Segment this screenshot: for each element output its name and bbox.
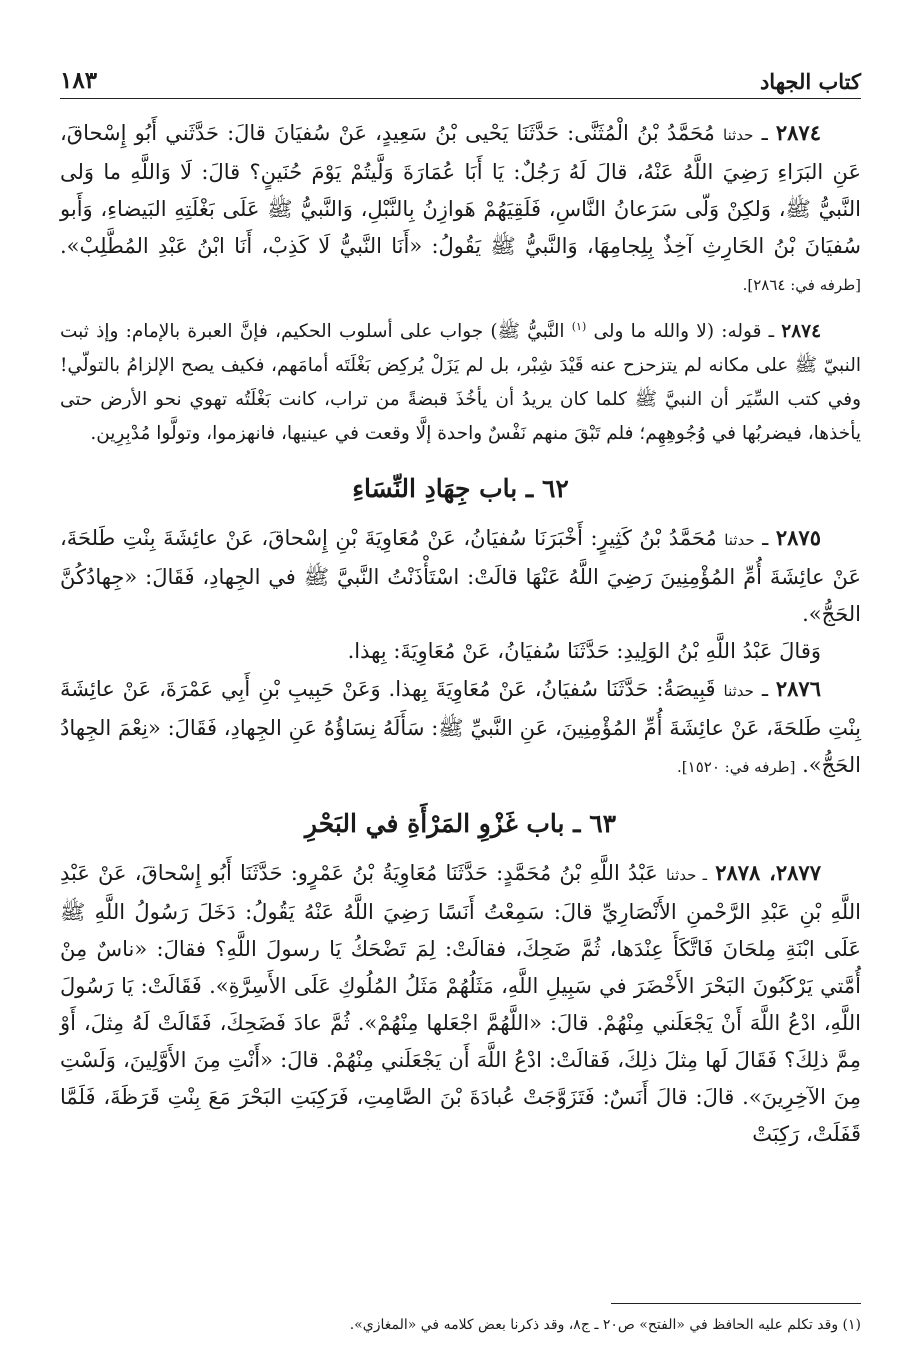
commentary-number: ٢٨٧٤	[781, 321, 822, 343]
running-title: كتاب الجهاد	[759, 69, 861, 94]
hadith-number: ٢٨٧٦	[775, 676, 821, 702]
commentary-lead: ـ قوله: (لا والله ما ولى	[593, 321, 775, 343]
commentary-2874	[60, 310, 861, 451]
narration-word: حدثنا	[723, 682, 754, 701]
running-head	[60, 58, 861, 99]
chapter-heading-63: ٦٣ ـ باب غَزْوِ المَرْأَةِ في البَحْرِ	[304, 809, 617, 839]
hadith-2876: ٢٨٧٦ ـ حدثنا قَبِيصَةُ: حَدَّثَنَا سُفيَانُ، عَنْ مُعَاوِيَةَ بِهذا. وَعَنْ حَبِيبِ بْنِ أَبِي عَمْرَةَ، عَنْ عائِشَةَ بِنْتِ طَلحَةَ، عَنْ عائِشَةَ أُمِّ المُؤْمِنِينَ، عَنِ النَّبيِّ ﷺ: سَأَلَهُ نِسَاؤُهُ عَنِ الجِهادِ، فَقَالَ: «نِعْمَ الجِهادُ الحَجُّ». [طرفه في: ١٥٢٠].	[60, 676, 861, 778]
hadith-2877-2878	[60, 854, 861, 1153]
hadith-2874: ٢٨٧٤ ـ حدثنا مُحَمَّدُ بْنُ الْمُثَنَّى: حَدَّثَنَا يَحْيى بْنُ سَعِيدٍ، عَنْ سُفيَانَ قالَ: حَدَّثَني أَبُو إِسْحاقَ، عَنِ البَرَاءِ رَضِيَ اللَّهُ عَنْهُ، قالَ لَهُ رَجُلٌ: يَا أَبَا عُمَارَةَ وَلَّيتُمْ يَوْمَ حُنَينٍ؟ قالَ: لَا وَاللَّهِ ما وَلى النَّبيُّ ﷺ، وَلكِنْ وَلّى سَرَعانُ النَّاسِ، فَلَقِيَهُمْ هَوازِنُ بِالنَّبْلِ، وَالنَّبيُّ ﷺ عَلَى بَغْلَتِهِ البَيضاءِ، وَأَبو سُفيَانَ بْنُ الحَارِثِ آخِذٌ بِلِجامِهَا، وَالنَّبيُّ ﷺ يَقُولُ: «أَنَا النَّبيُّ لَا كَذِبْ، أَنَا ابْنُ عَبْدِ المُطَّلِبْ». [طرفه في: ٢٨٦٤].	[60, 120, 862, 294]
narration-word: حدثنا	[723, 126, 754, 144]
hadith-number: ٢٨٧٤	[775, 120, 821, 145]
hadith-text: مُحَمَّدُ بْنُ الْمُثَنَّى: حَدَّثَنَا يَحْيى بْنُ سَعِيدٍ، عَنْ سُفيَانَ قالَ: حَدَّثَني أَبُو إِسْحاقَ، عَنِ البَرَاءِ رَضِيَ اللَّهُ عَنْهُ، قالَ لَهُ رَجُلٌ: يَا أَبَا عُمَارَةَ وَلَّيتُمْ يَوْمَ حُنَينٍ؟ قالَ: لَا وَاللَّهِ ما وَلى النَّبيُّ ﷺ، وَلكِنْ وَلّى سَرَعانُ النَّاسِ، فَلَقِيَهُمْ هَوازِنُ بِالنَّبْلِ، وَالنَّبيُّ ﷺ عَلَى بَغْلَتِهِ البَيضاءِ، وَأَبو سُفيَانَ بْنُ الحَارِثِ آخِذٌ بِلِجامِهَا، وَالنَّبيُّ ﷺ يَقُولُ: «أَنَا النَّبيُّ لَا كَذِبْ، أَنَا ابْنُ عَبْدِ المُطَّلِبْ».	[60, 121, 862, 258]
cross-reference: [طرفه في: ١٥٢٠].	[677, 758, 796, 777]
narration-word: ـ حدثنا	[665, 866, 708, 885]
hadith-number: ٢٨٧٥	[775, 525, 821, 551]
cross-reference: [طرفه في: ٢٨٦٤].	[742, 276, 861, 294]
hadith-2875: ٢٨٧٥ ـ حدثنا مُحَمَّدُ بْنُ كَثِيرٍ: أَخْبَرَنَا سُفيَانُ، عَنْ مُعَاوِيَةَ بْنِ إِسْحاقَ، عَنْ عائِشَةَ بِنْتِ طَلحَةَ، عَنْ عائِشَةَ أُمِّ المُؤْمِنِينَ رَضِيَ اللَّهُ عَنْهَا قالَتْ: اسْتَأْذَنْتُ النَّبيَّ ﷺ في الجِهادِ، فَقَالَ: «جِهادُكُنَّ الحَجُّ».	[60, 525, 861, 627]
footnote-divider	[611, 1303, 861, 1304]
page-number: ١٨٣	[60, 67, 98, 94]
hadith-text: مُحَمَّدُ بْنُ كَثِيرٍ: أَخْبَرَنَا سُفيَانُ، عَنْ مُعَاوِيَةَ بْنِ إِسْحاقَ، عَنْ عائِشَةَ بِنْتِ طَلحَةَ، عَنْ عائِشَةَ أُمِّ المُؤْمِنِينَ رَضِيَ اللَّهُ عَنْهَا قالَتْ: اسْتَأْذَنْتُ النَّبيَّ ﷺ في الجِهادِ، فَقَالَ: «جِهادُكُنَّ الحَجُّ».	[60, 526, 861, 627]
hadith-text: عَبْدُ اللَّهِ بْنُ مُحَمَّدٍ: حَدَّثَنَا مُعَاوِيَةُ بْنُ عَمْرٍو: حَدَّثَنَا أَبُو إِسْحاقَ، عَنْ عَبْدِ اللَّهِ بْنِ عَبْدِ الرَّحْمنِ الأَنْصَارِيِّ قالَ: سَمِعْتُ أَنَسًا رَضِيَ اللَّهُ عَنْهُ يَقُولُ: دَخَلَ رَسُولُ اللَّهِ ﷺ عَلَى ابْنَةِ مِلحَانَ فَاتَّكَأَ عِنْدَها، ثُمَّ ضَحِكَ، فقالَتْ: لِمَ تَضْحَكُ يَا رسولَ اللَّهِ؟ فقالَ: «ناسٌ مِنْ أُمَّتي يَرْكَبُونَ البَحْرَ الأَخْضَرَ في سَبِيلِ اللَّهِ، مَثَلُهُمْ مَثَلُ المُلُوكِ عَلَى الأَسِرَّةِ». فَقَالَتْ: يَا رَسُولَ اللَّهِ، ادْعُ اللَّهَ أَنْ يَجْعَلَني مِنْهُمْ. قالَ: «اللَّهُمَّ اجْعَلها مِنْهُمْ». ثُمَّ عادَ فَضَحِكَ، فَقَالَتْ لَهُ مِثلَ، أَوْ مِمَّ ذلِكَ؟ فَقَالَ لَها مِثلَ ذلِكَ، فَقالَتْ: ادْعُ اللَّهَ أَن يَجْعَلَني مِنْهُمْ. قالَ: «أَنْتِ مِنَ الأَوَّلِينَ، وَلَسْتِ مِنَ الآخِرِينَ». قالَ: قالَ أَنَسٌ: فَتَزَوَّجَتْ عُبادَةَ بْنَ الصَّامِتِ، فَرَكِبَتِ البَحْرَ مَعَ بِنْتِ قَرَظَةَ، فَلَمَّا قَفَلَتْ، رَكِبَتْ	[60, 861, 861, 1147]
chapter-heading-62: ٦٢ ـ باب جِهَادِ النِّسَاءِ	[352, 474, 569, 504]
commentary-text: النَّبيُّ ﷺ) جواب على أسلوب الحكيم، فإنَّ العبرة بالإمام: وإذ ثبت النبيّ ﷺ على مكانه لم يتزحزح عنه قَيْدَ شِبْر، بل لم يَزَلْ يُركِض بَغْلَتَه أمامَهم، فكيف يصح الإلزامُ بالتولّي! وفي كتب السِّيَر أن النبيَّ ﷺ كلما كان يريدُ أن يأخُذَ قبضةً من تراب، كانت بَغْلَتُه تهوي نحو الأرض حتى يأخذها، فيضربُها في وُجُوهِهِم؛ فلم تَبْقَ منهم نَفْسٌ واحدة إلَّا وقعت في عينيها، فانهزموا، وتولَّوا مُدْبِرِين.	[60, 321, 861, 445]
hadith-number: ٢٨٧٧، ٢٨٧٨	[715, 860, 821, 886]
footnote: (١) وقد تكلم عليه الحافظ في «الفتح» ص٢٠ ـ ج٨، وقد ذكرنا بعض كلامه في «المغازي».	[349, 1317, 861, 1333]
footnote-marker: (١)	[571, 320, 587, 333]
narration-word: حدثنا	[724, 531, 755, 550]
hadith-2875-note: وَقالَ عَبْدُ اللَّهِ بْنُ الوَلِيدِ: حَدَّثَنَا سُفيَانُ، عَنْ مُعَاوِيَةَ: بِهذا.	[347, 639, 821, 664]
page-content	[60, 114, 861, 1153]
hadith-text: قَبِيصَةُ: حَدَّثَنَا سُفيَانُ، عَنْ مُعَاوِيَةَ بِهذا. وَعَنْ حَبِيبِ بْنِ أَبِي عَمْرَةَ، عَنْ عائِشَةَ بِنْتِ طَلحَةَ، عَنْ عائِشَةَ أُمِّ المُؤْمِنِينَ، عَنِ النَّبيِّ ﷺ: سَأَلَهُ نِسَاؤُهُ عَنِ الجِهادِ، فَقَالَ: «نِعْمَ الجِهادُ الحَجُّ».	[60, 677, 861, 778]
